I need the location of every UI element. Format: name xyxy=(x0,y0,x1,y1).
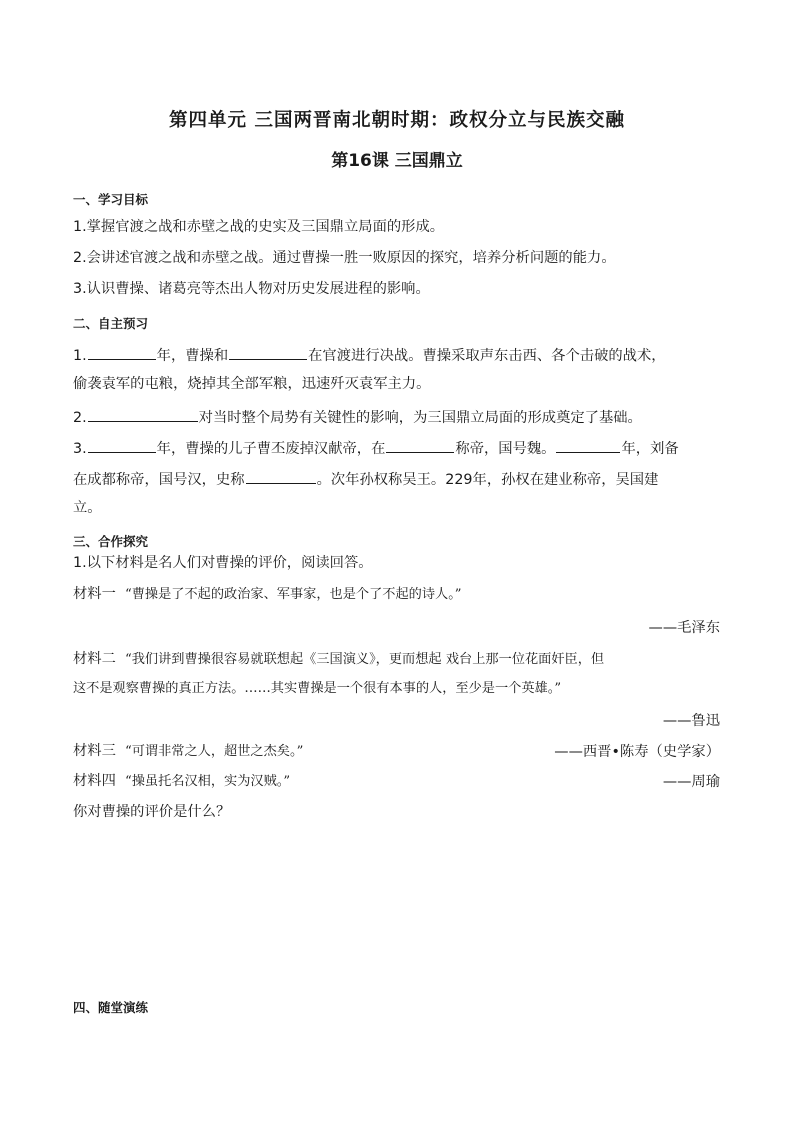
q3-text-line2a: 在成都称帝，国号汉，史称 xyxy=(73,472,245,488)
q3-text-line2b: 。次年孙权称吴王。229年，孙权在建业称帝，吴国建 xyxy=(316,472,659,488)
material-3 xyxy=(73,741,303,762)
material-3-source: ——西晋•陈寿（史学家） xyxy=(554,744,720,760)
q3-blank-shu-name[interactable] xyxy=(246,467,316,484)
q1-blank-opponent[interactable] xyxy=(229,343,307,360)
explore-intro: 1.以下材料是名人们对曹操的评价，阅读回答。 xyxy=(73,555,373,571)
section-heading-preview: 二、自主预习 xyxy=(73,316,149,331)
section-heading-practice: 四、随堂演练 xyxy=(73,1000,149,1015)
material-2-source: ——鲁迅 xyxy=(662,713,720,729)
material-1-source: ——毛泽东 xyxy=(648,620,720,636)
q1-text-b: 在官渡进行决战。曹操采取声东击西、各个击破的战术， xyxy=(308,348,666,364)
q3-blank-year-shu[interactable] xyxy=(556,436,620,453)
goal-item-2: 2.会讲述官渡之战和赤壁之战。通过曹操一胜一败原因的探究，培养分析问题的能力。 xyxy=(73,250,616,266)
q2-blank-battle[interactable] xyxy=(88,405,198,422)
material-2-quote-line2: 这不是观察曹操的真正方法。……其实曹操是一个很有本事的人，至少是一个英雄。” xyxy=(73,681,562,696)
q1-text-a: 年，曹操和 xyxy=(156,348,229,364)
material-4-label: 材料四 xyxy=(73,773,116,789)
q1-number: 1. xyxy=(73,348,87,364)
material-1-quote: “曹操是了不起的政治家、军事家，也是个了不起的诗人。” xyxy=(124,587,462,602)
material-4-quote: “操虽托名汉相，实为汉贼。” xyxy=(124,774,291,789)
preview-question-2 xyxy=(73,405,642,428)
material-4-source: ——周瑜 xyxy=(662,774,720,790)
section-heading-explore: 三、合作探究 xyxy=(73,534,149,549)
q2-number: 2. xyxy=(73,410,87,426)
q3-text-b: 称帝，国号魏。 xyxy=(455,441,556,457)
goal-item-1: 1.掌握官渡之战和赤壁之战的史实及三国鼎立局面的形成。 xyxy=(73,219,445,235)
material-2 xyxy=(73,649,604,670)
preview-question-3-line2 xyxy=(73,467,658,490)
material-2-quote-line1: “我们讲到曹操很容易就联想起《三国演义》，更而想起 戏台上那一位花面奸臣，但 xyxy=(124,652,605,667)
material-3-label: 材料三 xyxy=(73,743,116,759)
section-heading-goals: 一、学习目标 xyxy=(73,192,149,207)
material-3-quote: “可谓非常之人，超世之杰矣。” xyxy=(124,744,304,759)
preview-question-3-line3: 立。 xyxy=(73,500,102,516)
preview-question-3 xyxy=(73,436,679,459)
preview-question-1-line2: 偷袭袁军的屯粮，烧掉其全部军粮，迅速歼灭袁军主力。 xyxy=(73,376,431,392)
material-2-label: 材料二 xyxy=(73,651,116,667)
material-1-label: 材料一 xyxy=(73,586,116,602)
q2-text-a: 对当时整个局势有关键性的影响，为三国鼎立局面的形成奠定了基础。 xyxy=(198,410,642,426)
goal-item-3: 3.认识曹操、诸葛亮等杰出人物对历史发展进程的影响。 xyxy=(73,281,430,297)
q3-blank-capital[interactable] xyxy=(386,436,454,453)
preview-question-1 xyxy=(73,343,666,366)
answer-space[interactable] xyxy=(73,830,721,990)
unit-title: 第四单元 三国两晋南北朝时期：政权分立与民族交融 xyxy=(169,110,625,131)
q3-blank-year-wei[interactable] xyxy=(88,436,156,453)
explore-question: 你对曹操的评价是什么？ xyxy=(73,804,231,820)
lesson-title: 第16课 三国鼎立 xyxy=(331,151,463,171)
q3-number: 3. xyxy=(73,441,87,457)
q1-blank-year[interactable] xyxy=(88,343,156,360)
material-1 xyxy=(73,584,462,605)
q3-text-a: 年，曹操的儿子曹丕废掉汉献帝，在 xyxy=(156,441,386,457)
material-4 xyxy=(73,771,290,792)
q3-text-c: 年，刘备 xyxy=(621,441,679,457)
